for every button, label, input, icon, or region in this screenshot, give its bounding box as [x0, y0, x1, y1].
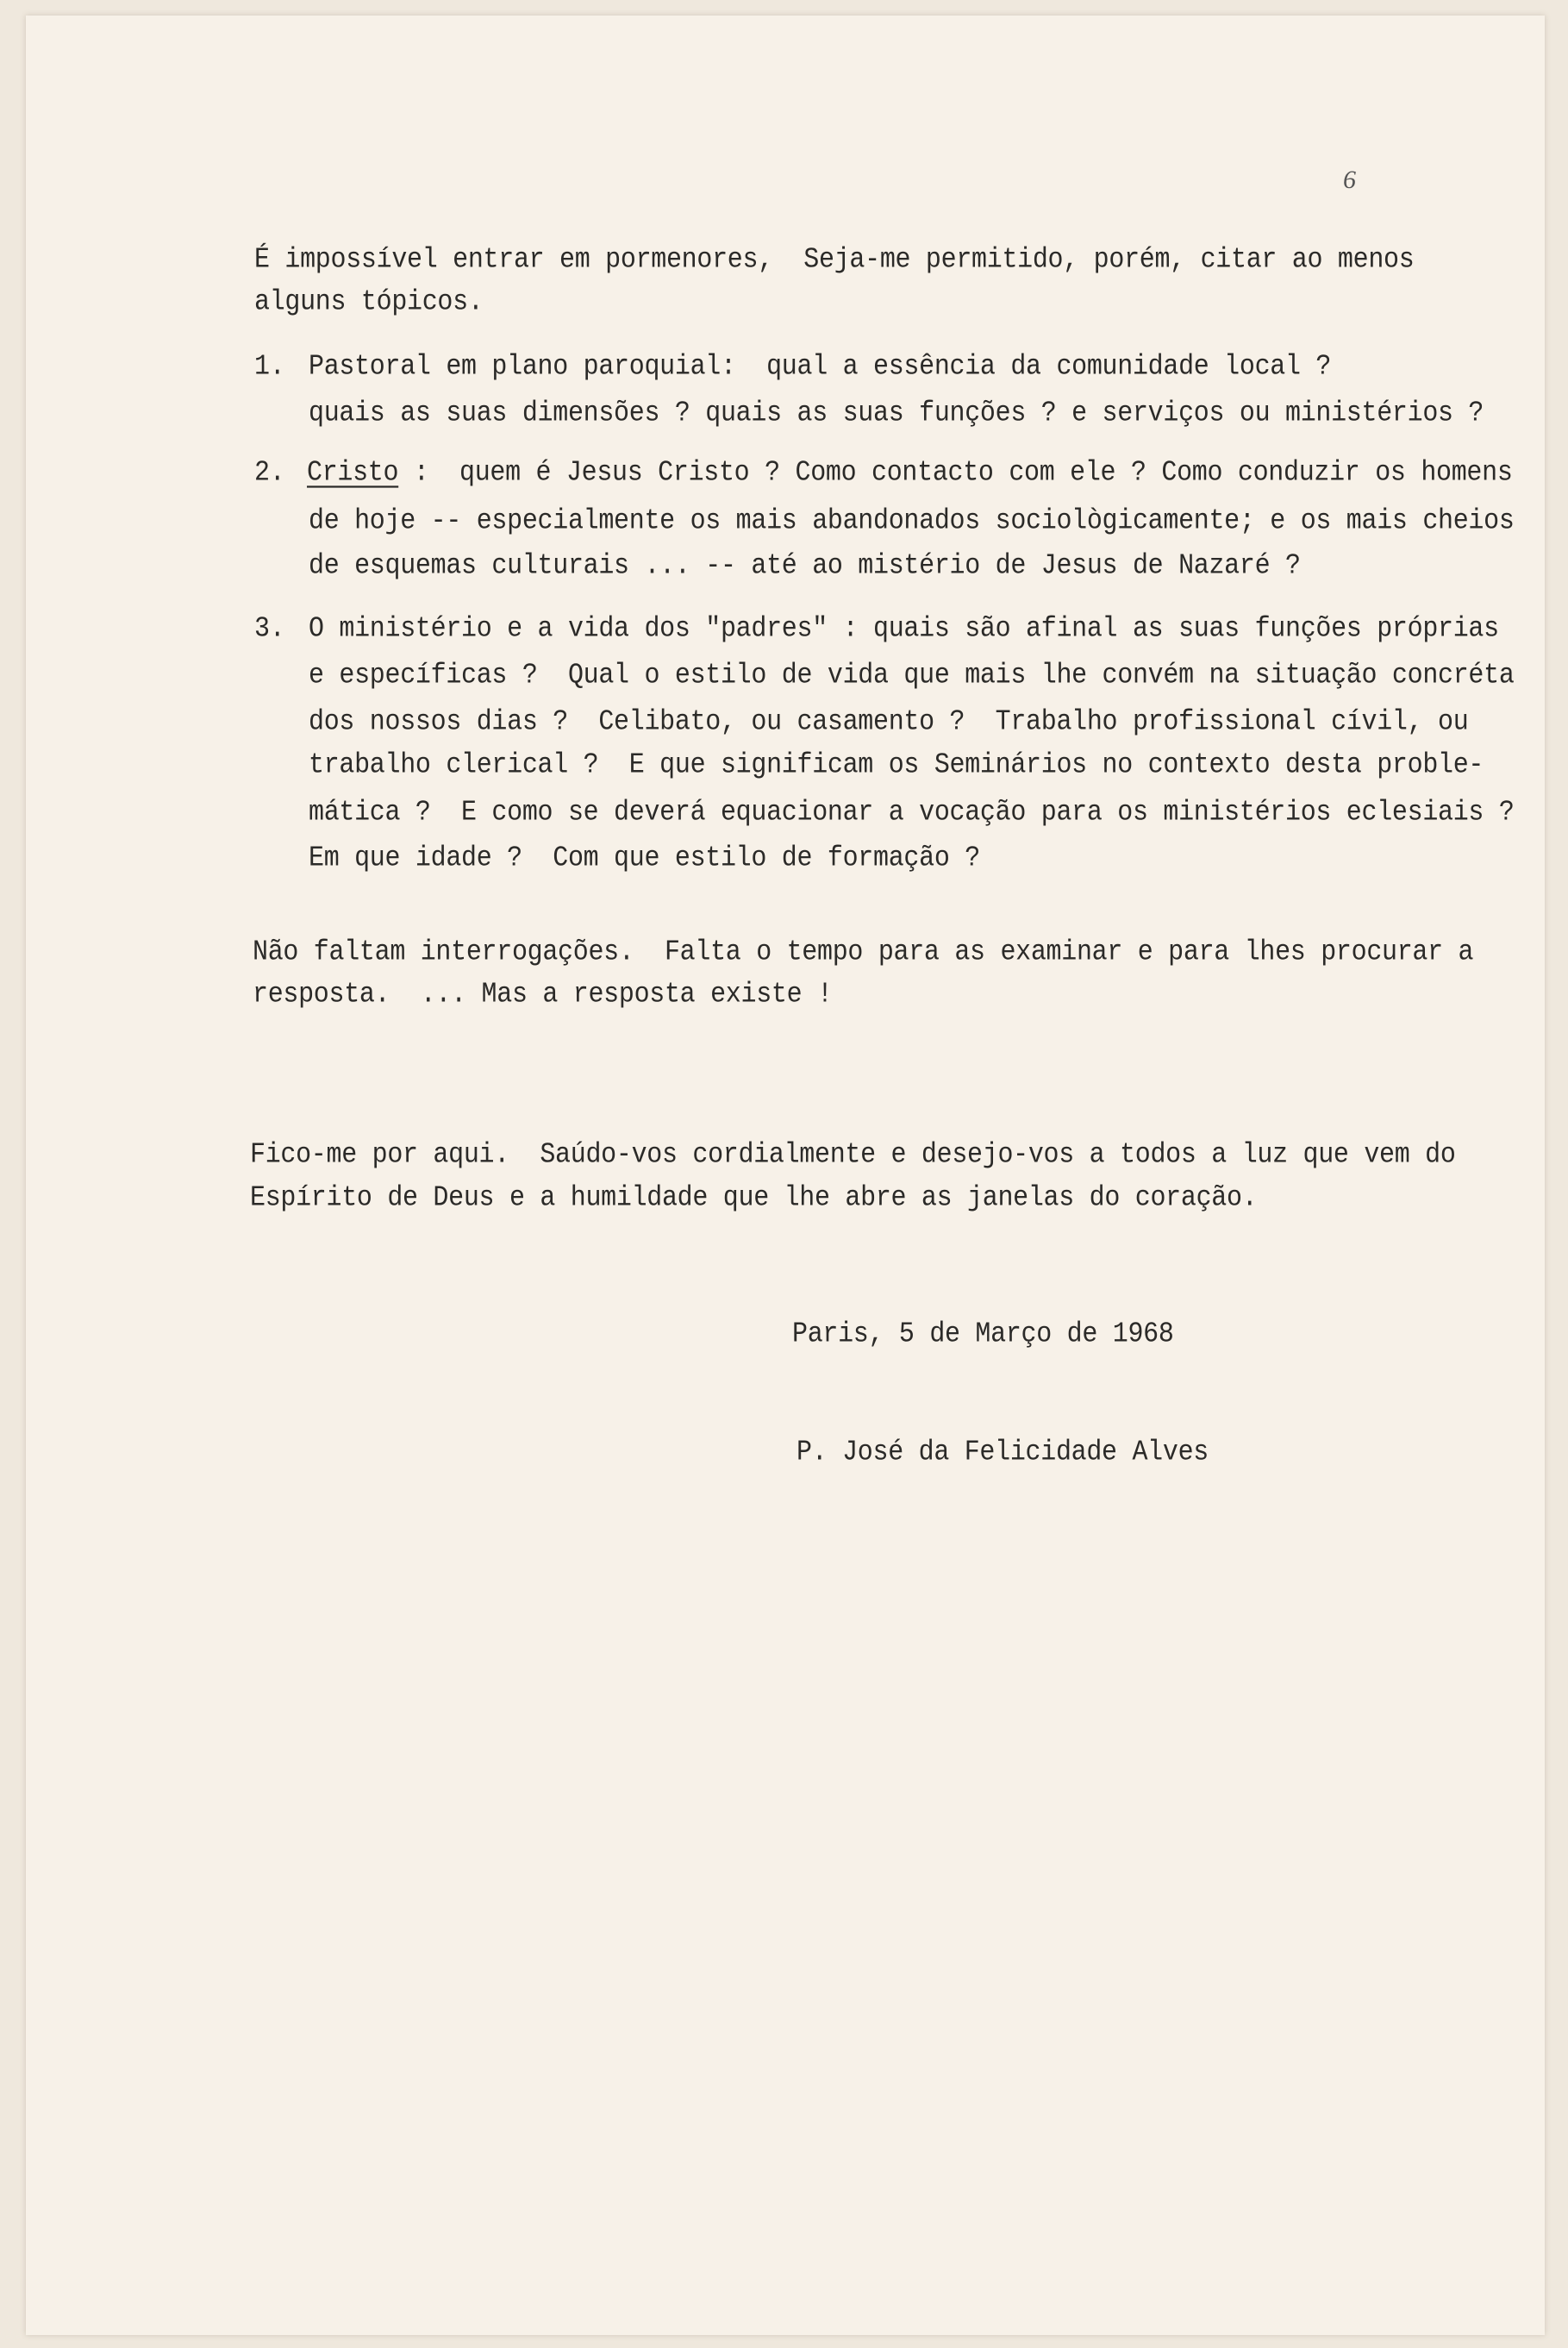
paragraph-line: resposta. ... Mas a resposta existe !: [253, 978, 833, 1011]
closing-line: Espírito de Deus e a humildade que lhe abre as janelas do coração.: [250, 1181, 1258, 1215]
item-number: 1.: [254, 350, 285, 384]
item-line: de hoje -- especialmente os mais abandonados sociològicamente; e os mais cheios: [309, 504, 1515, 538]
page-number: 6: [1343, 166, 1356, 194]
item-line: quais as suas dimensões ? quais as suas funções ? e serviços ou ministérios ?: [309, 397, 1484, 430]
item-line: mática ? E como se deverá equacionar a vocação para os ministérios eclesiais ?: [309, 796, 1515, 830]
item-line: dos nossos dias ? Celibato, ou casamento ? Trabalho profissional cívil, ou: [309, 705, 1469, 739]
item-line: e específicas ? Qual o estilo de vida que mais lhe convém na situação concréta: [309, 659, 1515, 692]
closing-line: Fico-me por aqui. Saúdo-vos cordialmente e desejo-vos a todos a luz que vem do: [250, 1138, 1456, 1172]
paragraph-line: Não faltam interrogações. Falta o tempo para as examinar e para lhes procurar a: [253, 936, 1474, 969]
place-date: Paris, 5 de Março de 1968: [792, 1318, 1174, 1351]
item-number: 2.: [254, 456, 285, 490]
intro-line: É impossível entrar em pormenores, Seja-me permitido, porém, citar ao menos: [254, 243, 1415, 277]
item-line: trabalho clerical ? E que significam os Seminários no contexto desta proble-: [309, 748, 1484, 782]
item-line: Pastoral em plano paroquial: qual a essência da comunidade local ?: [309, 350, 1332, 384]
item-line: Em que idade ? Com que estilo de formação ?: [309, 842, 980, 875]
item-first-line: [307, 456, 1513, 490]
item-line: O ministério e a vida dos "padres" : quais são afinal as suas funções próprias: [309, 612, 1499, 646]
item-number: 3.: [254, 612, 285, 646]
item-line: : quem é Jesus Cristo ? Como contacto com ele ? Como conduzir os homens: [398, 456, 1513, 490]
intro-line: alguns tópicos.: [254, 285, 484, 319]
item-line: de esquemas culturais ... -- até ao mistério de Jesus de Nazaré ?: [309, 549, 1301, 583]
item-title-underlined: Cristo: [307, 456, 399, 490]
signature: P. José da Felicidade Alves: [796, 1436, 1209, 1469]
